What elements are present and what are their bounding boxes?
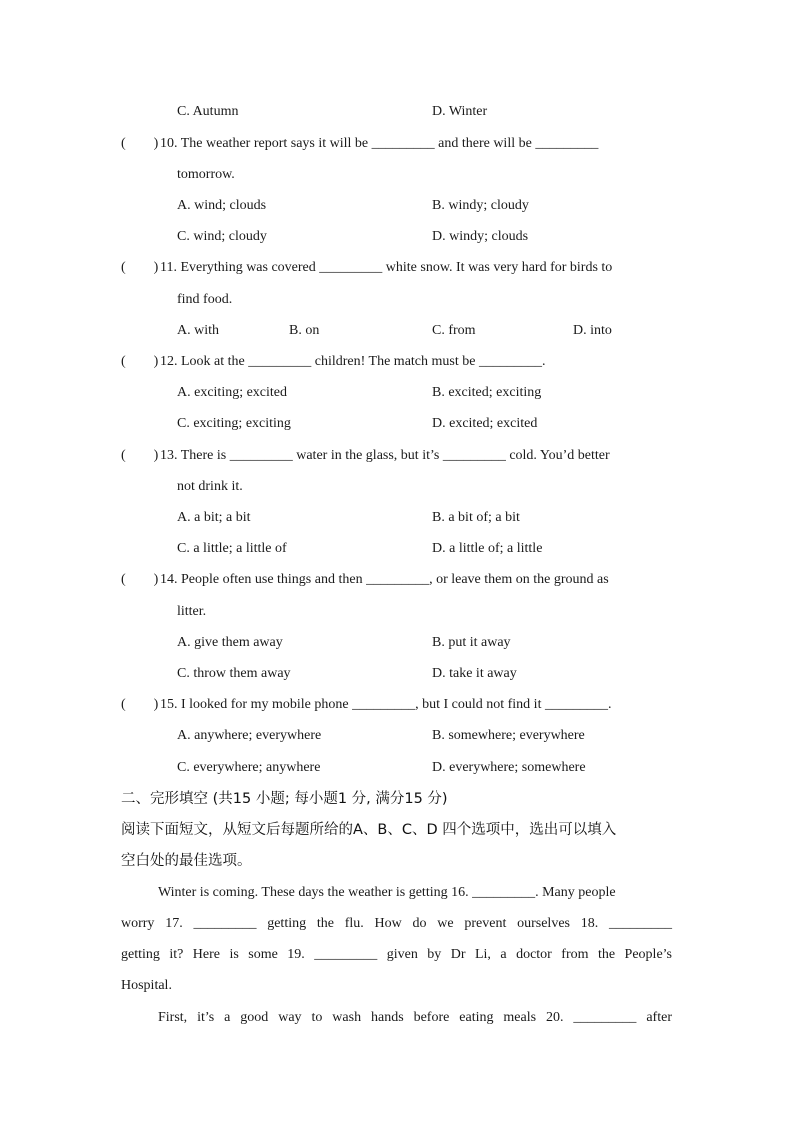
q10-answer-paren[interactable]: ( ) [121, 136, 159, 151]
q13-answer-paren[interactable]: ( ) [121, 448, 159, 463]
section-2-instruction-cont: 空白处的最佳选项。 [121, 853, 252, 869]
q10-stem: 10. The weather report says it will be _________ and there will be _________ [160, 136, 599, 151]
q9-option-c: C. Autumn [177, 104, 239, 119]
q14-stem-cont: litter. [177, 604, 207, 619]
q11-answer-paren[interactable]: ( ) [121, 260, 159, 275]
q13-option-a: A. a bit; a bit [177, 510, 251, 525]
q11-option-b: B. on [289, 323, 320, 338]
q14-stem: 14. People often use things and then _________, or leave them on the ground as [160, 572, 609, 587]
q11-option-c: C. from [432, 323, 476, 338]
q10-option-a: A. wind; clouds [177, 198, 267, 213]
q15-option-a: A. anywhere; everywhere [177, 728, 322, 743]
passage-p1-line4: Hospital. [121, 978, 172, 993]
q15-answer-paren[interactable]: ( ) [121, 697, 159, 712]
q12-stem: 12. Look at the _________ children! The match must be _________. [160, 354, 546, 369]
q12-answer-paren[interactable]: ( ) [121, 354, 159, 369]
q10-option-c: C. wind; cloudy [177, 229, 267, 244]
q15-option-c: C. everywhere; anywhere [177, 760, 321, 775]
q12-option-a: A. exciting; excited [177, 385, 288, 400]
q13-option-c: C. a little; a little of [177, 541, 287, 556]
section-2-instruction: 阅读下面短文，从短文后每题所给的A、B、C、D 四个选项中，选出可以填入 [121, 822, 617, 838]
q13-option-b: B. a bit of; a bit [432, 510, 520, 525]
q12-option-b: B. excited; exciting [432, 385, 542, 400]
q11-option-a: A. with [177, 323, 219, 338]
q13-option-d: D. a little of; a little [432, 541, 543, 556]
q12-option-d: D. excited; excited [432, 416, 538, 431]
passage-p1-line3: getting it? Here is some 19. _________ given by Dr Li, a doctor from the People’s [121, 947, 672, 962]
q10-option-b: B. windy; cloudy [432, 198, 529, 213]
q14-answer-paren[interactable]: ( ) [121, 572, 159, 587]
q15-option-d: D. everywhere; somewhere [432, 760, 586, 775]
q11-stem: 11. Everything was covered _________ white snow. It was very hard for birds to [160, 260, 613, 275]
q14-option-b: B. put it away [432, 635, 511, 650]
q12-option-c: C. exciting; exciting [177, 416, 291, 431]
q14-option-c: C. throw them away [177, 666, 291, 681]
q9-option-d: D. Winter [432, 104, 488, 119]
section-2-heading: 二、完形填空 (共15 小题; 每小题1 分, 满分15 分) [121, 791, 448, 807]
q13-stem: 13. There is _________ water in the glass, but it’s _________ cold. You’d better [160, 448, 610, 463]
passage-p1-line2: worry 17. _________ getting the flu. How do we prevent ourselves 18. _________ [121, 916, 672, 931]
q10-stem-cont: tomorrow. [177, 167, 235, 182]
q14-option-a: A. give them away [177, 635, 283, 650]
q15-option-b: B. somewhere; everywhere [432, 728, 585, 743]
q10-option-d: D. windy; clouds [432, 229, 529, 244]
q14-option-d: D. take it away [432, 666, 517, 681]
passage-p1-line1: Winter is coming. These days the weather is getting 16. _________. Many people [158, 885, 616, 900]
q13-stem-cont: not drink it. [177, 479, 243, 494]
q11-option-d: D. into [573, 323, 612, 338]
q11-stem-cont: find food. [177, 292, 233, 307]
passage-p2-line1: First, it’s a good way to wash hands before eating meals 20. _________ after [158, 1010, 672, 1025]
q15-stem: 15. I looked for my mobile phone _________, but I could not find it _________. [160, 697, 612, 712]
